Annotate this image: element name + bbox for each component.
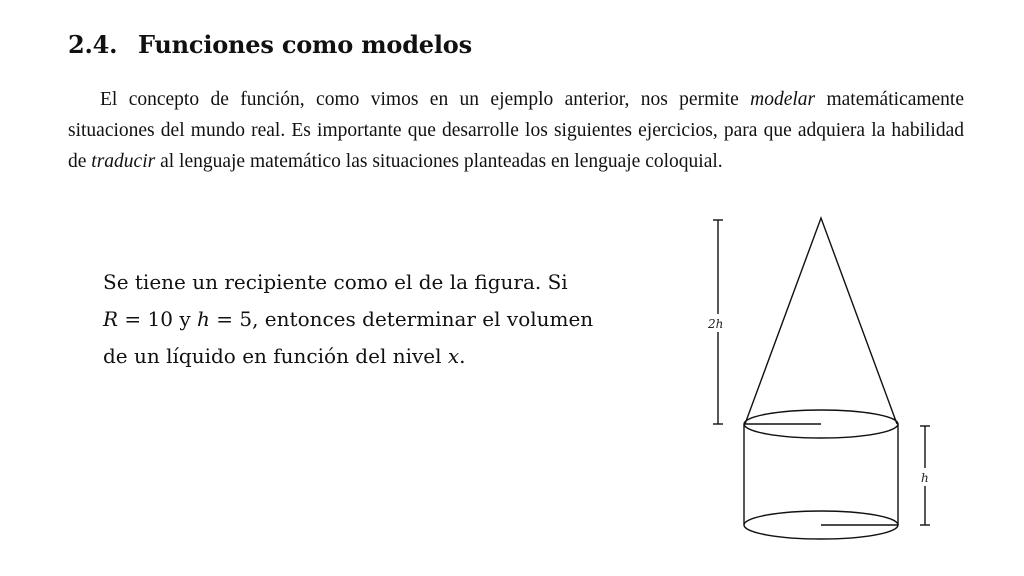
cone-height-label: 2h [708,317,724,331]
intro-text-1: El concepto de función, como vimos en un ejemplo anterior, nos permite [100,89,751,110]
intro-emphasis-traducir: traducir [91,151,156,172]
problem-line-1: Se tiene un recipiente como el de la figura. Si [103,270,568,294]
math-var-h: h [197,307,210,331]
math-var-x: x [447,344,460,368]
math-eq-2: = 5 [209,307,253,331]
intro-paragraph [68,84,964,177]
section-title: Funciones como modelos [138,30,472,59]
problem-line-2-rest: , entonces determinar el volumen [252,307,594,331]
problem-line-3-start: de un líquido en función del nivel [103,344,448,368]
cone-outline [745,218,897,424]
section-number: 2.4. [68,30,118,59]
intro-emphasis-modelar: modelar [750,89,816,110]
problem-line-3-end: . [459,344,466,368]
container-figure [690,210,950,550]
math-var-R: R [103,307,119,331]
math-eq-1: = 10 y [118,307,197,331]
cylinder-height-label: h [921,471,929,485]
intro-text-2: matemáticamente situaciones del mundo real. Es importante que desarrolle los siguientes ejercicios, para que adquiera la habilidad de [68,89,964,172]
section-heading [68,30,472,59]
intro-text-3: al lenguaje matemático las situaciones planteadas en lenguaje coloquial. [155,151,723,172]
problem-statement [103,264,623,375]
